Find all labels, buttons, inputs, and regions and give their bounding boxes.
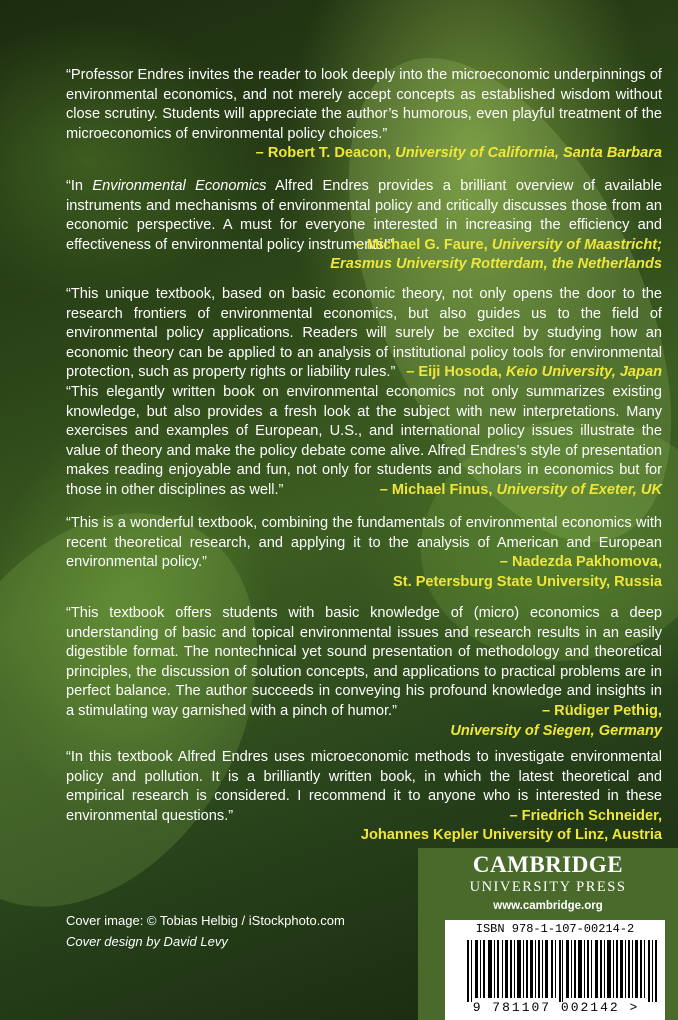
endorser-name: – Robert T. Deacon, (255, 145, 392, 162)
endorsement-1 (66, 66, 662, 164)
endorsement-text: “This unique textbook, based on basic economic theory, not only opens the door to the research frontiers of environmental economics, but also guides us to the field of environmental policy applications. Readers will surely be excited by studying how an economic theory can be applied to an analysis of institutional policy tools for environmental protection, such as property rights or liability rules.” (66, 286, 662, 381)
cover-credits (66, 910, 345, 952)
endorsement-text-prefix: “In (66, 178, 93, 194)
endorsement-text: “This elegantly written book on environmental economics not only summarizes existing knowledge, but also provides a fresh look at the subject with new interpretations. Many exercises and examples of European, U.S., and international policy issues illustrate the value of theory and make the policy debate come alive. Alfred Endres’s style of presentation makes reading enjoyable and fun, not only for students and scholars in economics but for those in other disciplines as well.” (66, 384, 662, 498)
cover-design-credit: Cover design by David Levy (66, 934, 228, 949)
endorsement-3 (66, 285, 662, 383)
endorsement-text: “This textbook offers students with basic knowledge of (micro) economics a deep understanding of basic and topical environmental issues and research results in an easily digestible format. The nontechnical yet sound presentation of methodology and theoretical principles, the discussion of solution concepts, and applications to practical problems are in perfect balance. The author succeeds in conveying his profound knowledge and insights in a stimulating way garnished with a pinch of humor.” (66, 605, 662, 719)
endorsement-text: “This is a wonderful textbook, combining the fundamentals of environmental economics with recent theoretical research, and applying it to the analysis of American and European environmental policy.” (66, 515, 662, 571)
endorsement-6 (66, 604, 662, 741)
endorser-institution: Johannes Kepler University of Linz, Austria (360, 827, 662, 844)
endorser-institution: University of Exeter, UK (496, 481, 662, 498)
endorsement-attribution-line2 (66, 722, 662, 742)
barcode-icon (467, 940, 657, 1002)
endorser-institution: Keio University, Japan (506, 364, 662, 381)
endorser-name: – Michael Finus, (379, 481, 493, 498)
endorsement-attribution (66, 144, 662, 164)
publisher-name: CAMBRIDGE (472, 852, 624, 877)
endorsement-4 (66, 383, 662, 501)
endorsement-text: “In this textbook Alfred Endres uses microeconomic methods to investigate environmental policy and pollution. It is a brilliantly written book, in which the latest theoretical and empirical research is considered. I recommend it to anyone who is interested in these environmental questions.” (66, 749, 662, 824)
isbn-label: ISBN 978-1-107-00214-2 (475, 922, 635, 936)
endorser-institution: University of California, Santa Barbara (395, 145, 662, 162)
endorser-name: – Michael G. Faure, (354, 236, 488, 253)
endorser-institution-2: Erasmus University Rotterdam, the Netherlands (330, 256, 662, 273)
publisher-url: www.cambridge.org (493, 900, 603, 912)
publisher-press: UNIVERSITY PRESS (469, 879, 627, 895)
endorsement-attribution-line2 (66, 573, 662, 593)
barcode-box (445, 920, 665, 1020)
endorsement-text: “Professor Endres invites the reader to look deeply into the microeconomic underpinnings of environmental economics, and not merely accept concepts as established wisdom without close scrutiny. Students will appreciate the author’s humorous, even playful treatment of the microeconomics of environmental policy choices.” (66, 67, 662, 142)
endorsement-attribution-line2 (66, 826, 662, 846)
endorsement-5 (66, 514, 662, 592)
endorser-institution: University of Siegen, Germany (450, 722, 662, 739)
endorser-institution: St. Petersburg State University, Russia (393, 573, 662, 590)
endorsement-attribution-line2 (66, 255, 662, 275)
cover-image-credit: Cover image: © Tobias Helbig / iStockphoto.com (66, 913, 345, 928)
endorsement-2 (66, 177, 662, 275)
publisher-panel (418, 848, 678, 1020)
endorser-name: – Nadezda Pakhomova, (499, 554, 662, 571)
endorser-name: – Rüdiger Pethig, (541, 702, 662, 719)
endorser-name: – Eiji Hosoda, (406, 364, 502, 381)
endorsement-7 (66, 748, 662, 846)
barcode-digits: 9 781107 002142 > (472, 1000, 640, 1015)
endorser-name: – Friedrich Schneider, (509, 807, 662, 824)
endorsement-text-body: Alfred Endres provides a brilliant overview of available instruments and mechanisms of environmental policy and critically discusses those from an economic perspective. A must for everyone interested in increasing the efficiency and effectiveness of environmental policy instruments!” (66, 178, 662, 253)
endorser-institution: University of Maastricht; (491, 236, 662, 253)
book-title: Environmental Economics (92, 178, 267, 194)
